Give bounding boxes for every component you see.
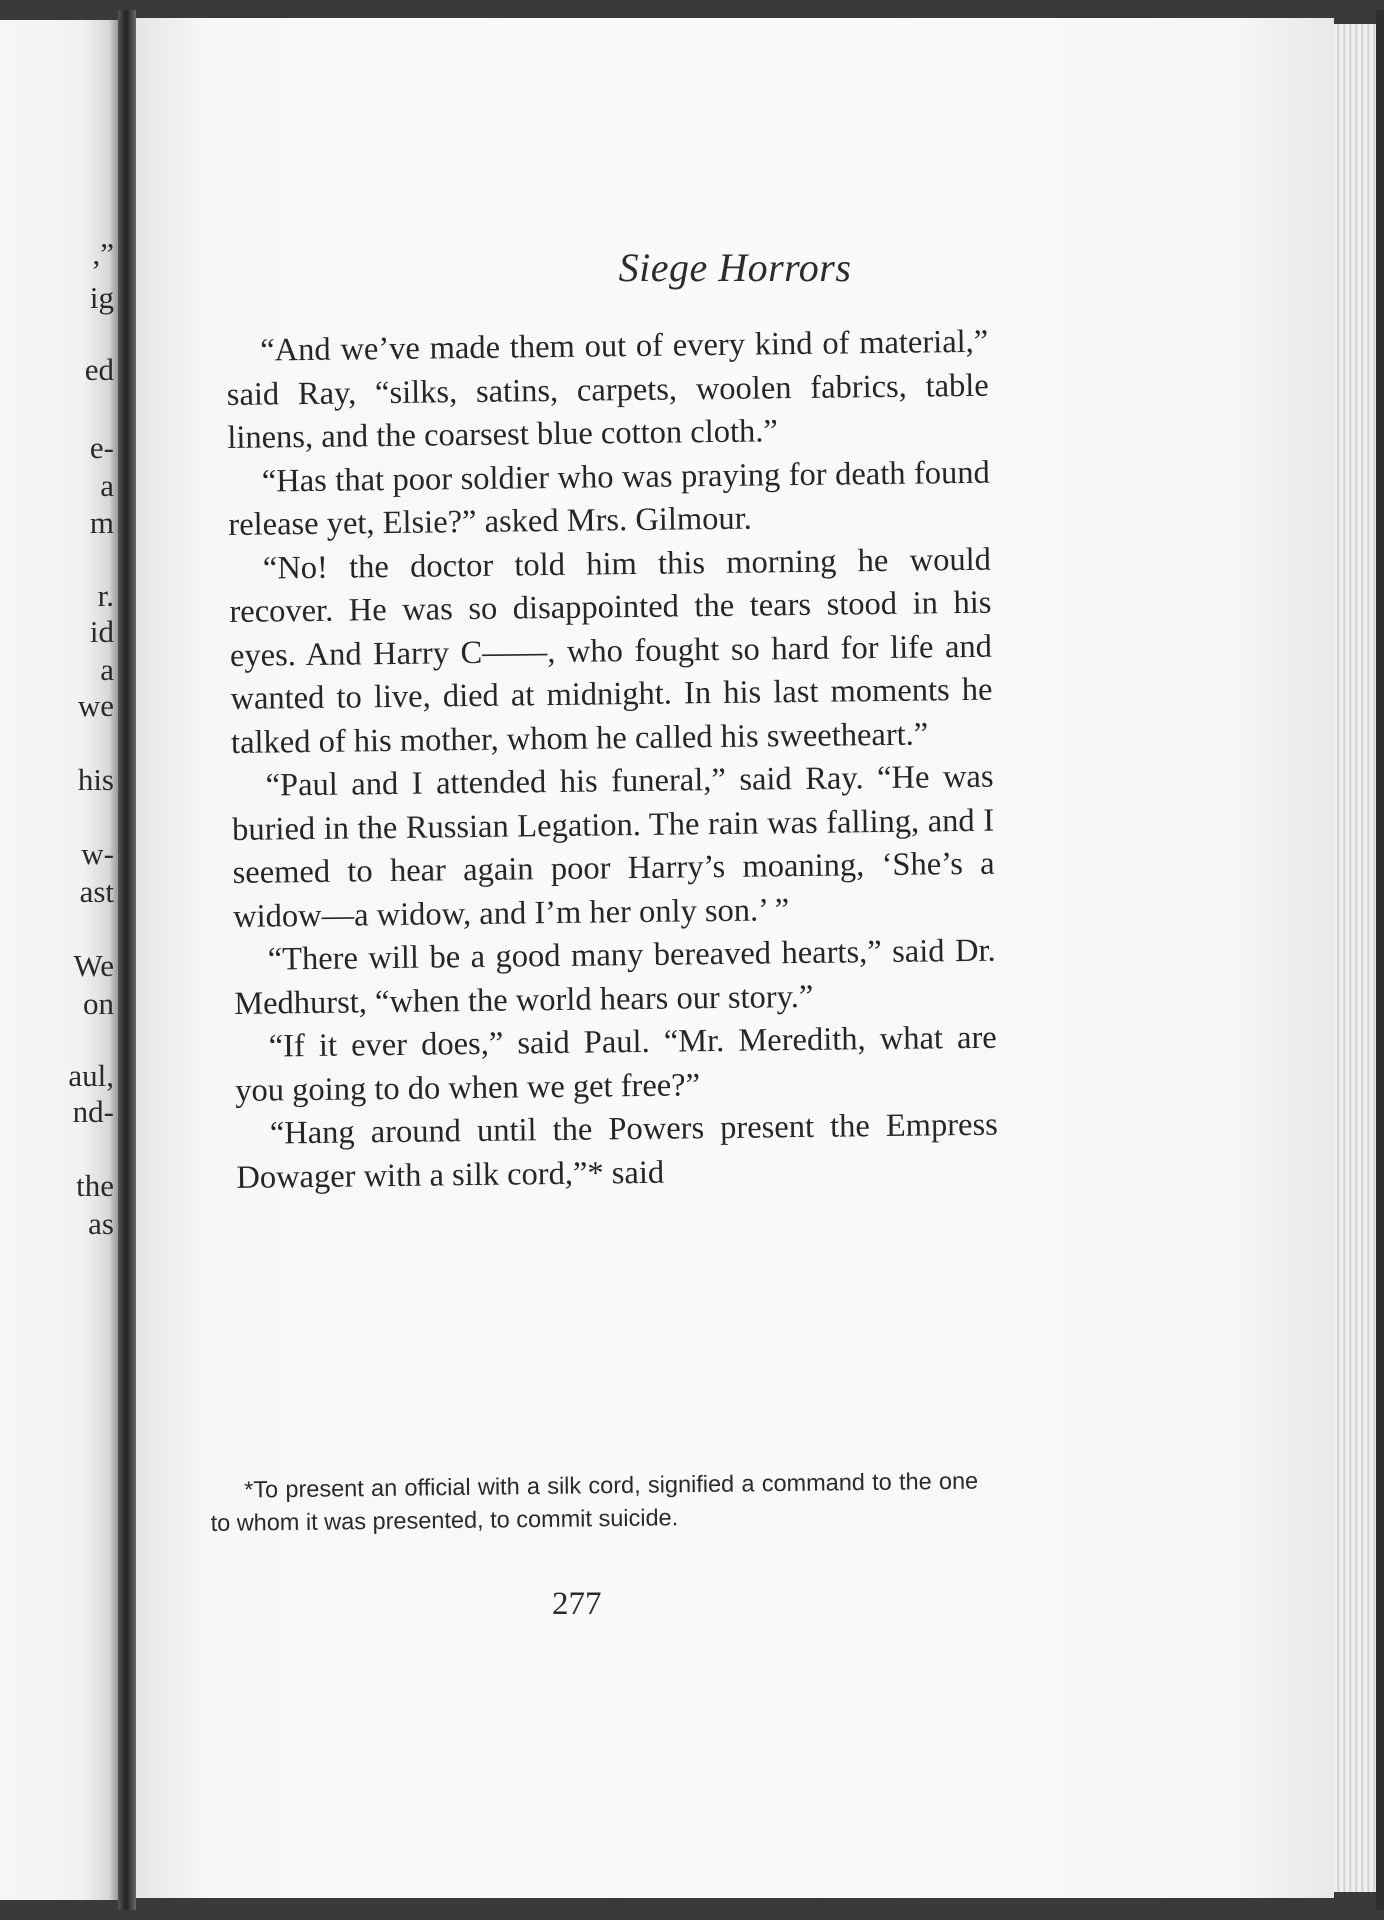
previous-page-fragment [0,20,118,1900]
running-head: Siege Horrors [618,245,852,290]
paragraph: “There will be a good many bereaved hearts,” said Dr. Medhurst, “when the world hears our story.” [234,932,996,1022]
left-fragment-line: as [88,1206,114,1241]
paragraph: “Has that poor soldier who was praying for death found release yet, Elsie?” asked Mrs. Gilmour. [228,454,991,543]
left-fragment-line: e- [89,430,114,465]
left-fragment-line: We [73,948,114,983]
paragraph: “If it ever does,” said Paul. “Mr. Meredith, what are you going to do when we get free?” [235,1019,997,1109]
left-fragment-line: ig [89,280,114,315]
left-fragment-line: ,” [92,236,114,271]
left-fragment-line: the [76,1168,114,1203]
body-text [226,321,999,1200]
page-edges [1334,24,1376,1892]
book-binding-gutter [118,10,136,1910]
left-fragment-line: ed [84,352,114,387]
paragraph: “Paul and I attended his funeral,” said Ray. “He was buried in the Russian Legation. The rain was falling, and I seemed to hear again poor Harry’s moaning, ‘She’s a widow—a widow, and I’m her only son.’ ” [231,758,995,935]
left-fragment-line: his [77,762,114,797]
left-fragment-line: w- [81,836,114,871]
left-fragment-line: r. [97,578,114,613]
paragraph: “No! the doctor told him this morning he would recover. He was so disappointed the tears stood in his eyes. And Harry C——, who fought so hard for life and wanted to live, died at midnight. In his last moments he talked of his mother, whom he called his sweetheart.” [229,541,993,761]
footnote: *To present an official with a silk cord, signified a command to the one to whom it was presented, to commit suicide. [210,1467,979,1536]
paragraph: “Hang around until the Powers present the Empress Dowager with a silk cord,”* said [236,1106,998,1196]
left-fragment-line: we [77,688,114,723]
left-fragment-line: a [100,468,114,503]
left-fragment-line: a [100,652,114,687]
left-fragment-line: aul, [68,1058,114,1093]
left-fragment-line: on [83,986,114,1021]
left-fragment-line: ast [79,874,114,909]
left-fragment-line: nd- [72,1094,114,1129]
left-fragment-line: id [89,614,114,649]
left-fragment-line: m [89,505,114,540]
paragraph: “And we’ve made them out of every kind of material,” said Ray, “silks, satins, carpets, woolen fabrics, table linens, and the coarsest blue cotton cloth.” [226,323,989,456]
page-number: 277 [552,1586,602,1622]
page-edge-shadow [1376,10,1384,1910]
